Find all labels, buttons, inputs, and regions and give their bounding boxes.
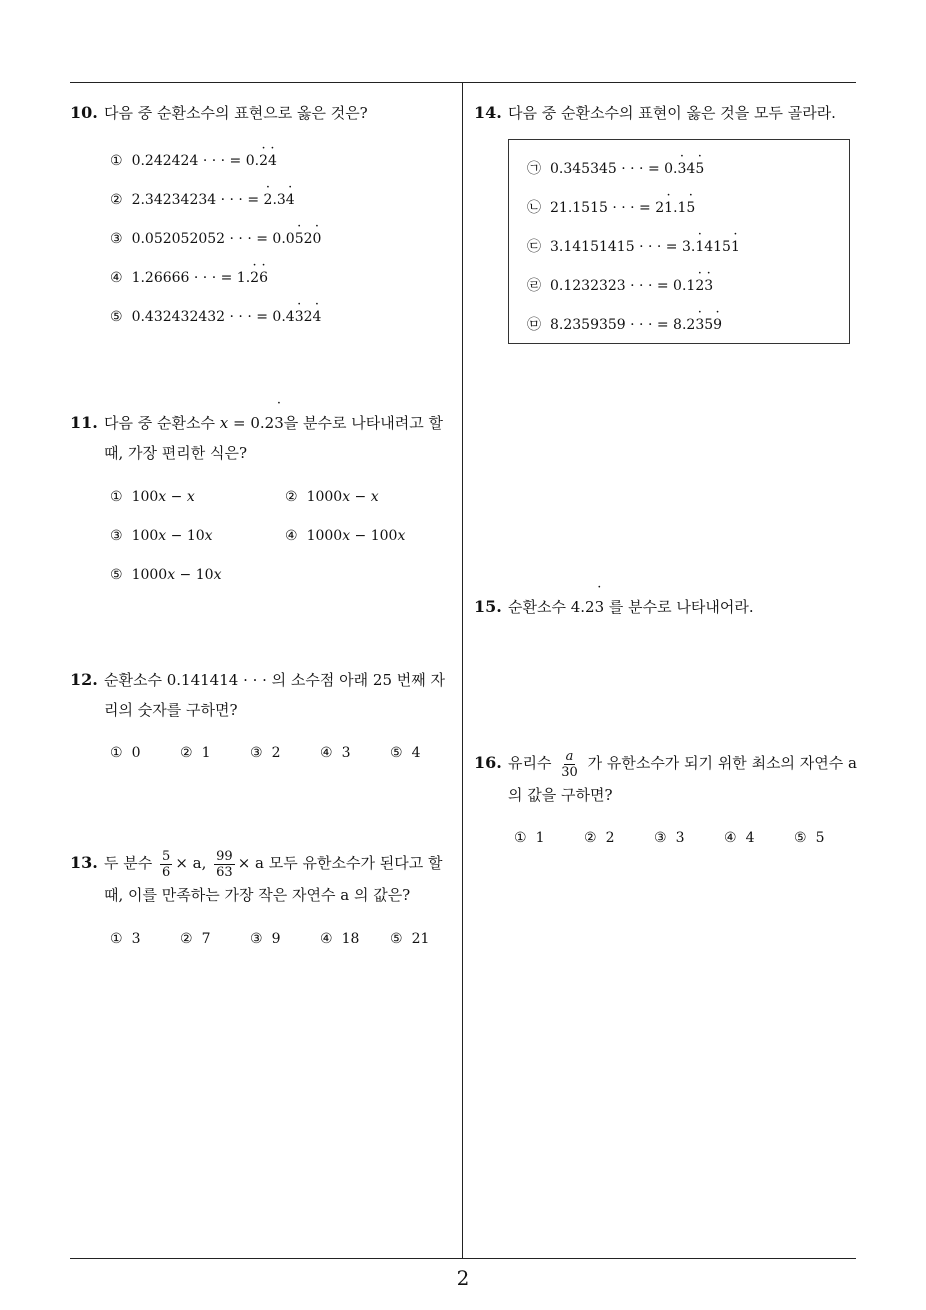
answer-option[interactable] [110, 745, 140, 761]
bottom-rule [70, 1258, 856, 1259]
repeating-digit: .1 [673, 200, 687, 216]
repeating-digit: · 4 [313, 309, 322, 325]
answer-option[interactable] [527, 158, 704, 178]
option-mark: ⑤ [110, 567, 123, 583]
question-text: 두 분수 $\frac{5}{6}$ × a, $\frac{99}{63}$ × a 모두 유한소수가 된다고 할 때, 이를 만족하는 가장 작은 자연수 a 의 값은? [104, 848, 443, 904]
answer-option[interactable] [110, 567, 221, 583]
option-mark: ① [110, 153, 123, 169]
answer-option[interactable] [390, 931, 429, 947]
option-mark: ④ [320, 931, 333, 947]
answer-option[interactable] [110, 153, 277, 169]
question-14 [474, 98, 859, 128]
repeating-digit: · 3 [695, 317, 704, 333]
option-mark: ㉣ [527, 278, 541, 294]
repeating-digit: 415 [704, 239, 731, 255]
option-text: 1 [535, 830, 545, 846]
repeating-digit: · 3 [704, 278, 713, 294]
option-text: 100x − 10x [131, 528, 213, 544]
fraction: $\frac{99}{63}$ [216, 848, 233, 880]
option-mark: ① [514, 830, 527, 846]
option-text: 1000x − 10x [131, 567, 222, 583]
question-10 [70, 98, 455, 128]
option-mark: ⑤ [390, 745, 403, 761]
answer-option[interactable] [250, 931, 280, 947]
answer-option[interactable] [794, 830, 824, 846]
option-mark: ① [110, 745, 123, 761]
repeating-digit: · 2 [695, 278, 704, 294]
answer-option[interactable] [654, 830, 684, 846]
option-mark: ⑤ [794, 830, 807, 846]
option-mark: ② [584, 830, 597, 846]
question-11 [70, 408, 455, 468]
question-number: 12. [70, 670, 98, 689]
option-mark: ② [285, 489, 298, 505]
repeating-digit: 2 [303, 309, 313, 325]
page-number: 2 [456, 1266, 470, 1290]
question-15 [474, 592, 859, 622]
option-text: 1000x − 100x [306, 528, 406, 544]
option-text: 9 [271, 931, 281, 947]
question-number: 15. [474, 597, 502, 616]
option-mark: ④ [285, 528, 298, 544]
question-number: 10. [70, 103, 98, 122]
question-text: 다음 중 순환소수의 표현이 옳은 것을 모두 골라라. [508, 104, 836, 122]
option-text: 18 [341, 931, 360, 947]
option-mark: ③ [250, 745, 263, 761]
repeating-digit: 4 [686, 161, 696, 177]
question-text: 순환소수 4.2· 3 를 분수로 나타내어라. [508, 592, 859, 622]
answer-option[interactable] [584, 830, 614, 846]
option-mark: ⑤ [390, 931, 403, 947]
answer-option[interactable] [110, 192, 295, 208]
option-text: 7 [201, 931, 211, 947]
column-divider [462, 82, 463, 1258]
option-text: 2 [605, 830, 615, 846]
option-mark: ④ [320, 745, 333, 761]
option-text: 4 [745, 830, 755, 846]
answer-option[interactable] [110, 270, 268, 286]
answer-option[interactable] [110, 231, 321, 247]
repeating-digit: · 2 [264, 192, 273, 208]
option-text: 5 [815, 830, 825, 846]
answer-option[interactable] [110, 528, 213, 544]
question-13 [70, 848, 455, 910]
repeating-digit: · 3 [295, 309, 304, 325]
repeating-digit: · 6 [259, 270, 268, 286]
option-text: 21.1515 · · · = 2 [550, 200, 665, 216]
question-number: 16. [474, 753, 502, 772]
fraction: $\frac{a}{30}$ [561, 748, 578, 780]
answer-option[interactable] [110, 489, 195, 505]
option-text: 0.052052052 · · · = 0.0 [131, 231, 295, 247]
repeating-digit: · 4 [286, 192, 295, 208]
repeating-digit: · 4 [268, 153, 277, 169]
option-text: 0.345345 · · · = 0. [550, 161, 678, 177]
question-number: 11. [70, 413, 98, 432]
repeating-digit: · 0 [313, 231, 322, 247]
answer-option[interactable] [724, 830, 754, 846]
option-mark: ③ [654, 830, 667, 846]
top-rule [70, 82, 856, 83]
option-text: 1.26666 · · · = 1. [131, 270, 251, 286]
question-text: 유리수 $\frac{a}{30}$ 가 유한소수가 되기 위한 최소의 자연수 a 의 값을 구하면? [508, 748, 857, 804]
option-text: 3 [131, 931, 141, 947]
repeating-digit: 2 [303, 231, 313, 247]
repeating-digit: · 2 [250, 270, 259, 286]
answer-option[interactable] [110, 309, 321, 325]
answer-option[interactable] [527, 236, 740, 256]
option-mark: ③ [110, 231, 123, 247]
question-text: 다음 중 순환소수의 표현으로 옳은 것은? [104, 104, 368, 122]
answer-option[interactable] [514, 830, 544, 846]
answer-option[interactable] [180, 931, 210, 947]
repeating-digit: · 3 [678, 161, 687, 177]
answer-option[interactable] [285, 489, 379, 505]
option-text: 1 [201, 745, 211, 761]
option-mark: ⑤ [110, 309, 123, 325]
answer-option[interactable] [320, 931, 359, 947]
option-mark: ㉠ [527, 161, 541, 177]
answer-option[interactable] [180, 745, 210, 761]
answer-option[interactable] [527, 314, 722, 334]
option-mark: ㉡ [527, 200, 541, 216]
option-mark: ① [110, 489, 123, 505]
option-mark: ④ [110, 270, 123, 286]
option-text: 3 [675, 830, 685, 846]
repeating-digit: · 5 [695, 161, 704, 177]
option-mark: ③ [250, 931, 263, 947]
answer-option[interactable] [527, 197, 695, 217]
answer-option[interactable] [527, 275, 713, 295]
option-text: 4 [411, 745, 421, 761]
option-text: 3 [341, 745, 351, 761]
repeating-digit: · 5 [295, 231, 304, 247]
option-mark: ② [180, 745, 193, 761]
question-text: 다음 중 순환소수 x = 0.2· 3을 분수로 나타내려고 할 때, 가장 편리한 식은? [104, 408, 455, 468]
option-text: 2 [271, 745, 281, 761]
repeating-digit: 5 [704, 317, 714, 333]
answer-option[interactable] [390, 745, 420, 761]
answer-option[interactable] [285, 528, 405, 544]
option-mark: ㉤ [527, 317, 541, 333]
fraction: $\frac{5}{6}$ [162, 848, 171, 880]
repeating-digit: · 9 [713, 317, 722, 333]
question-number: 13. [70, 853, 98, 872]
option-text: 100x − x [131, 489, 195, 505]
option-mark: ② [110, 192, 123, 208]
option-text: 0.242424 · · · = 0. [131, 153, 260, 169]
option-text: 21 [411, 931, 430, 947]
repeating-digit: · 1 [731, 239, 740, 255]
option-mark: ③ [110, 528, 123, 544]
repeating-digit: · 2 [259, 153, 268, 169]
question-16 [474, 748, 859, 810]
question-12 [70, 665, 455, 725]
question-number: 14. [474, 103, 502, 122]
option-mark: ㉢ [527, 239, 541, 255]
option-mark: ④ [724, 830, 737, 846]
repeating-digit: .3 [272, 192, 286, 208]
question-text: 순환소수 0.141414 · · · 의 소수점 아래 25 번째 자리의 숫자를 구하면? [104, 671, 446, 719]
option-text: 0.432432432 · · · = 0.4 [131, 309, 295, 325]
answer-option[interactable] [320, 745, 350, 761]
option-text: 1000x − x [306, 489, 379, 505]
option-text: 2.34234234 · · · = [131, 192, 264, 208]
repeating-digit: · 1 [664, 200, 673, 216]
option-mark: ① [110, 931, 123, 947]
option-text: 0.1232323 · · · = 0.1 [550, 278, 696, 294]
option-mark: ② [180, 931, 193, 947]
option-text: 3.14151415 · · · = 3. [550, 239, 696, 255]
option-text: 8.2359359 · · · = 8.2 [550, 317, 696, 333]
option-text: 0 [131, 745, 141, 761]
answer-option[interactable] [250, 745, 280, 761]
repeating-digit: · 5 [686, 200, 695, 216]
answer-option[interactable] [110, 931, 140, 947]
repeating-digit: · 1 [695, 239, 704, 255]
